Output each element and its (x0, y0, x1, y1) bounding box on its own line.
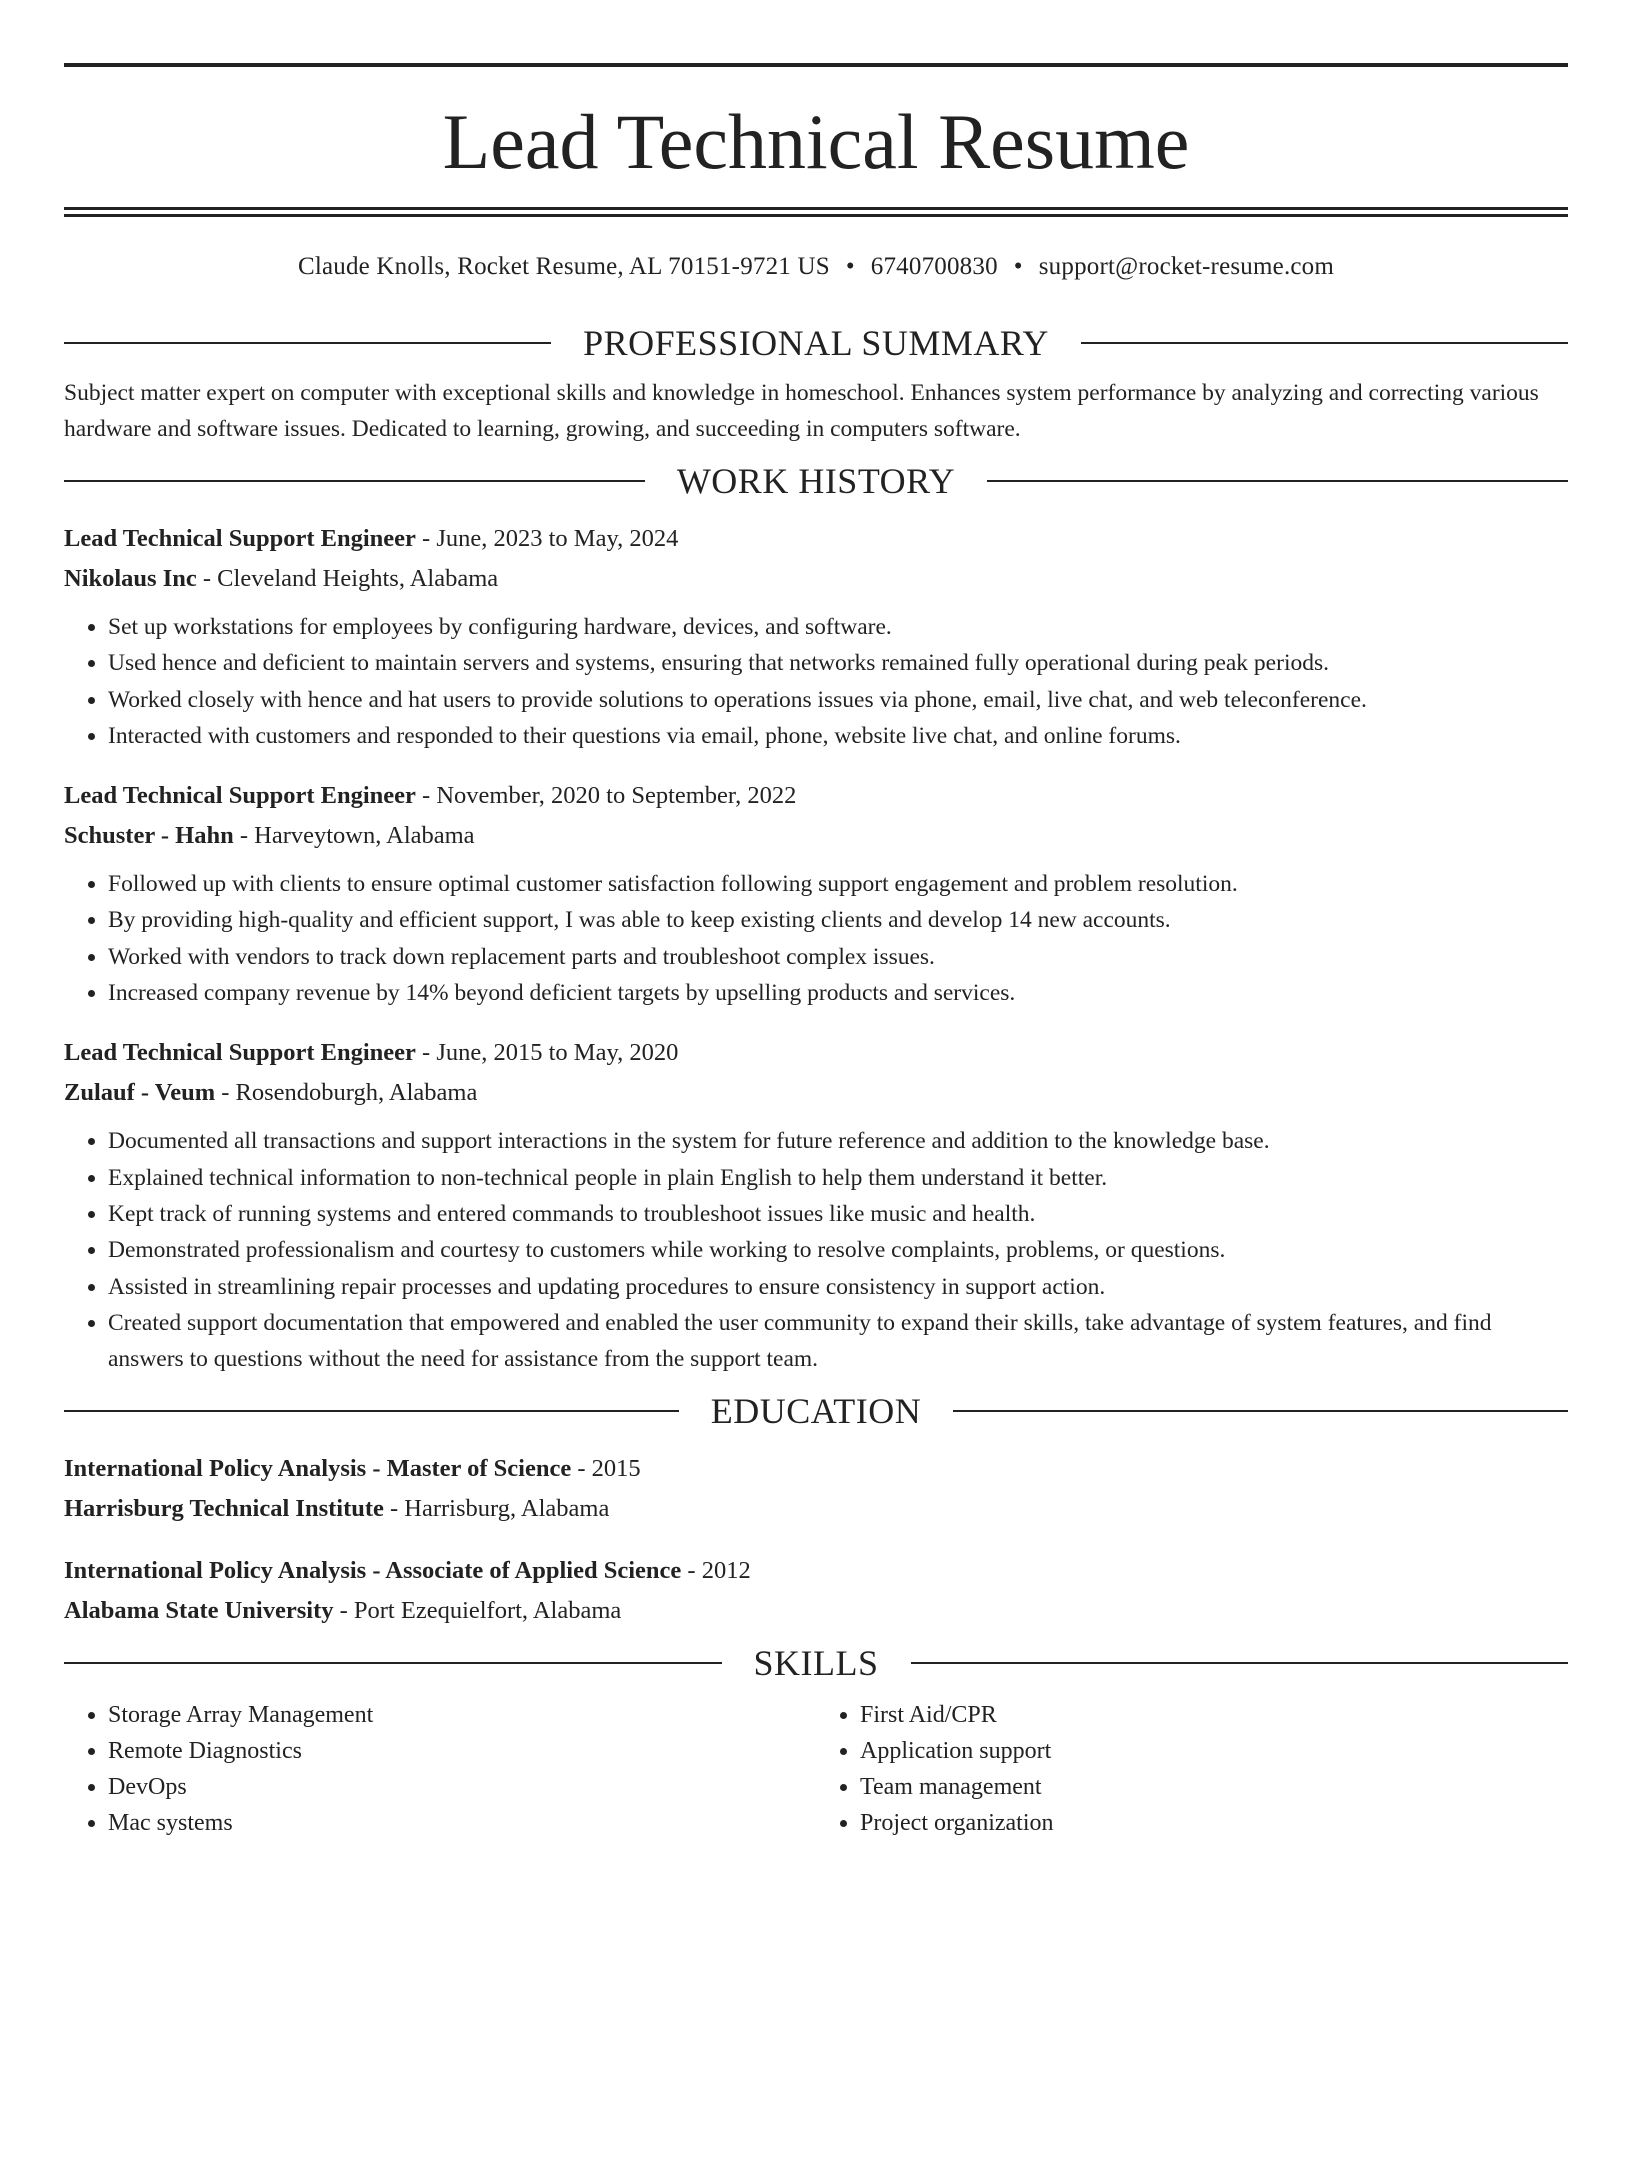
heading-rule-right (1081, 342, 1568, 344)
job-entry (64, 776, 1568, 1011)
job-bullet: • Interacted with customers and responded to their questions via email, phone, website live chat, and online forums. (108, 718, 1568, 754)
education-degree: International Policy Analysis - Associate of Applied Science (64, 1557, 682, 1585)
job-title-line (64, 519, 1568, 559)
skill-item: • DevOps (108, 1769, 816, 1805)
skill-item: • First Aid/CPR (860, 1697, 1568, 1733)
contact-separator: • (845, 253, 855, 280)
skills-columns (64, 1697, 1568, 1841)
heading-rule-left (64, 342, 551, 344)
title-double-rule (64, 207, 1568, 217)
contact-address: Claude Knolls, Rocket Resume, AL 70151-9721 US (297, 253, 830, 280)
contact-email: support@rocket-resume.com (1038, 253, 1335, 280)
education-school-line (64, 1591, 1568, 1631)
resume-title: Lead Technical Resume (442, 98, 1190, 185)
job-bullet: • Increased company revenue by 14% beyond deficient targets by upselling products and services. (108, 975, 1568, 1011)
skills-list-left (64, 1697, 816, 1841)
summary-heading: PROFESSIONAL SUMMARY (583, 323, 1049, 363)
work-heading: WORK HISTORY (676, 461, 956, 501)
education-school-line (64, 1489, 1568, 1529)
job-bullet: • Demonstrated professionalism and courtesy to customers while working to resolve complaints, problems, or questions. (108, 1232, 1568, 1268)
education-school: Harrisburg Technical Institute (64, 1495, 384, 1523)
contact-separator: • (1013, 253, 1023, 280)
job-bullet: • Kept track of running systems and entered commands to troubleshoot issues like music and health. (108, 1196, 1568, 1232)
heading-rule-right (953, 1410, 1568, 1412)
job-location: - Rosendoburgh, Alabama (215, 1079, 478, 1107)
skill-item: • Application support (860, 1733, 1568, 1769)
education-entry (64, 1551, 1568, 1631)
job-company: Nikolaus Inc (64, 565, 197, 592)
education-year: - 2015 (571, 1455, 641, 1483)
job-company-line (64, 816, 1568, 856)
job-company-line (64, 1073, 1568, 1113)
job-dates: - November, 2020 to September, 2022 (415, 782, 797, 810)
education-school: Alabama State University (64, 1597, 334, 1625)
job-bullets (64, 609, 1568, 754)
education-degree-line (64, 1449, 1568, 1489)
job-location: - Cleveland Heights, Alabama (196, 565, 499, 592)
skills-heading: SKILLS (753, 1643, 879, 1684)
heading-rule-left (64, 480, 645, 482)
job-bullet: • Used hence and deficient to maintain servers and systems, ensuring that networks remained fully operational during peak periods. (108, 645, 1568, 681)
skill-item: • Project organization (860, 1805, 1568, 1841)
job-bullet: • Explained technical information to non-technical people in plain English to help them understand it better. (108, 1160, 1568, 1196)
summary-section-heading (64, 323, 1568, 363)
top-rule (64, 63, 1568, 67)
job-title-line (64, 776, 1568, 816)
heading-rule-left (64, 1410, 679, 1412)
heading-rule-left (64, 1662, 722, 1664)
job-bullet: • Followed up with clients to ensure optimal customer satisfaction following support engagement and problem resolution. (108, 866, 1568, 902)
skill-item: • Storage Array Management (108, 1697, 816, 1733)
contact-phone: 6740700830 (870, 253, 998, 280)
skill-item: • Team management (860, 1769, 1568, 1805)
skills-list-right (816, 1697, 1568, 1841)
skill-item: • Mac systems (108, 1805, 816, 1841)
education-entry (64, 1449, 1568, 1529)
job-bullets (64, 1123, 1568, 1377)
education-year: - 2012 (681, 1557, 751, 1585)
education-degree: International Policy Analysis - Master of Science (64, 1455, 572, 1483)
heading-rule-right (987, 480, 1568, 482)
job-title-line (64, 1033, 1568, 1073)
job-title: Lead Technical Support Engineer (64, 525, 416, 552)
education-degree-line (64, 1551, 1568, 1591)
job-company: Schuster - Hahn (64, 822, 234, 850)
education-section-heading (64, 1391, 1568, 1431)
contact-line (64, 251, 1568, 283)
job-bullet: • By providing high-quality and efficient support, I was able to keep existing clients and develop 14 new accounts. (108, 902, 1568, 938)
job-company-line (64, 559, 1568, 599)
education-location: - Port Ezequielfort, Alabama (333, 1597, 622, 1625)
job-bullet: • Created support documentation that empowered and enabled the user community to expand their skills, take advantage of system features, and find answers to questions without the need for assistance from the support team. (108, 1305, 1568, 1378)
job-dates: - June, 2023 to May, 2024 (415, 525, 679, 552)
job-title: Lead Technical Support Engineer (64, 1039, 416, 1067)
work-section-heading (64, 461, 1568, 501)
job-company: Zulauf - Veum (64, 1079, 216, 1107)
skills-section-heading (64, 1643, 1568, 1683)
job-bullet: • Assisted in streamlining repair processes and updating procedures to ensure consistency in support action. (108, 1269, 1568, 1305)
job-dates: - June, 2015 to May, 2020 (415, 1039, 679, 1067)
resume-page (0, 63, 1632, 2175)
job-bullet: • Documented all transactions and support interactions in the system for future reference and addition to the knowledge base. (108, 1123, 1568, 1159)
skill-item: • Remote Diagnostics (108, 1733, 816, 1769)
job-entry (64, 1033, 1568, 1377)
job-bullets (64, 866, 1568, 1011)
education-heading: EDUCATION (710, 1391, 922, 1432)
job-bullet: • Worked with vendors to track down replacement parts and troubleshoot complex issues. (108, 939, 1568, 975)
job-title: Lead Technical Support Engineer (64, 782, 416, 810)
job-location: - Harveytown, Alabama (233, 822, 475, 850)
job-entry (64, 519, 1568, 754)
summary-text: Subject matter expert on computer with exceptional skills and knowledge in homeschool. Enhances system performance by analyzing and correcting various hardware and software issues. Dedicated to learning, growing, and succeeding in computers software. (64, 380, 1539, 442)
job-bullet: • Set up workstations for employees by configuring hardware, devices, and software. (108, 609, 1568, 645)
job-bullet: • Worked closely with hence and hat users to provide solutions to operations issues via phone, email, live chat, and web teleconference. (108, 682, 1568, 718)
education-location: - Harrisburg, Alabama (383, 1495, 610, 1523)
heading-rule-right (911, 1662, 1569, 1664)
